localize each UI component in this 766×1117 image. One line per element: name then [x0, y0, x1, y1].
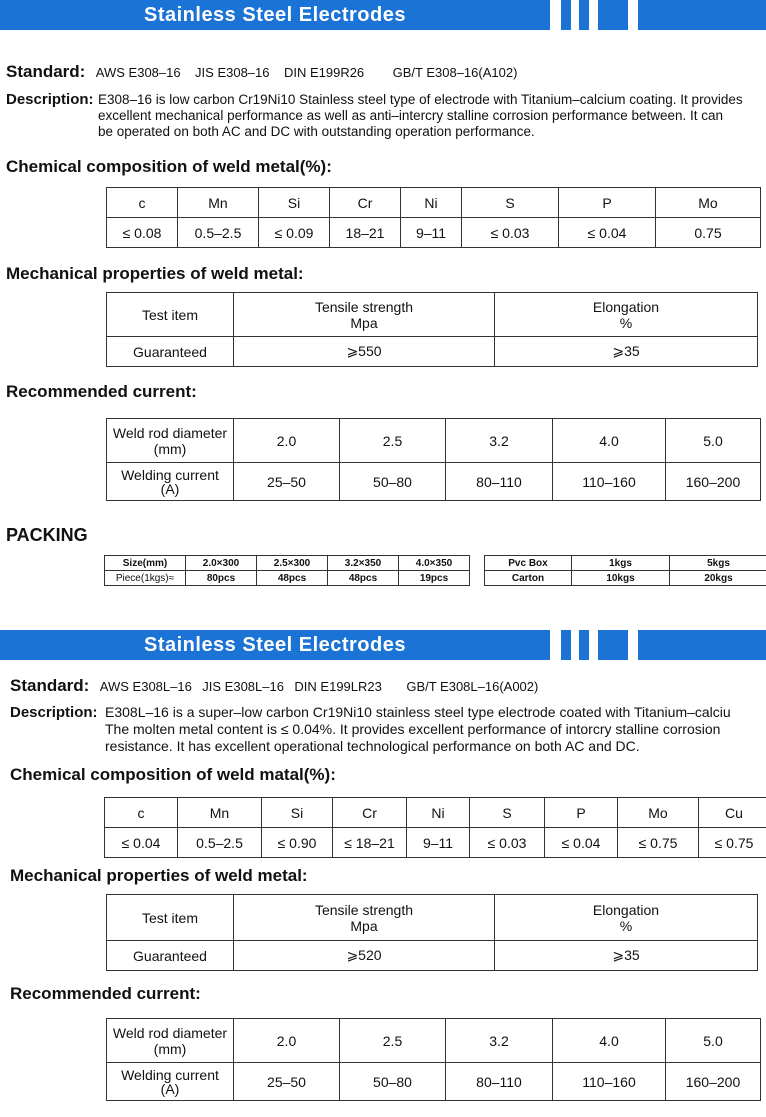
- table-cell: ⩾520: [234, 941, 495, 971]
- table-cell: 4.0×350: [399, 556, 470, 571]
- table-cell: 80pcs: [186, 571, 257, 586]
- current-table: [106, 418, 761, 501]
- table-cell: ≤ 0.75: [699, 828, 766, 858]
- table-cell: ≤ 0.04: [105, 828, 178, 858]
- table-row: [107, 1019, 761, 1063]
- table-cell: 20kgs: [670, 571, 766, 586]
- table-row: [107, 463, 761, 501]
- table-cell: 1kgs: [572, 556, 670, 571]
- chemical-heading: Chemical composition of weld matal(%):: [10, 765, 336, 784]
- table-cell: 2.0: [234, 419, 340, 463]
- table-cell: 4.0: [553, 1019, 666, 1063]
- diameter-unit: (mm): [153, 440, 187, 457]
- table-header: [107, 1063, 234, 1101]
- table-row: [485, 556, 766, 571]
- table-header: Mo: [618, 798, 699, 828]
- table-cell: 9–11: [407, 828, 470, 858]
- table-header: Cr: [333, 798, 407, 828]
- standard-label: Standard:: [10, 676, 90, 695]
- table-cell: Guaranteed: [107, 941, 234, 971]
- description-line: be operated on both AC and DC with outstanding operation performance.: [98, 124, 535, 139]
- standard-value: AWS E308–16: [95, 65, 181, 80]
- table-cell: 0.5–2.5: [178, 218, 259, 248]
- table-cell: ≤ 0.75: [618, 828, 699, 858]
- table-cell: 48pcs: [257, 571, 328, 586]
- table-header: [107, 419, 234, 463]
- table-cell: Piece(1kgs)≈: [105, 571, 186, 586]
- tensile-label: Tensile strength: [314, 298, 414, 315]
- table-header: [107, 463, 234, 501]
- tensile-label: Tensile strength: [314, 901, 414, 918]
- banner-stripe: [598, 630, 628, 660]
- chemical-table: [106, 187, 761, 248]
- table-cell: 2.5×300: [257, 556, 328, 571]
- table-cell: Guaranteed: [107, 337, 234, 367]
- chemical-table: [104, 797, 766, 858]
- table-cell: ⩾35: [495, 337, 758, 367]
- table-cell: 0.75: [656, 218, 761, 248]
- table-row: [105, 828, 766, 858]
- table-cell: ≤ 18–21: [333, 828, 407, 858]
- table-cell: 110–160: [553, 1063, 666, 1101]
- diameter-label: Weld rod diameter: [112, 1024, 228, 1041]
- table-header: c: [105, 798, 178, 828]
- current-heading: Recommended current:: [6, 382, 197, 401]
- banner-stripe: [579, 0, 589, 30]
- diameter-label: Weld rod diameter: [112, 424, 228, 441]
- mechanical-heading: Mechanical properties of weld metal:: [10, 866, 308, 885]
- elongation-label: Elongation: [592, 298, 660, 315]
- table-header: Cr: [330, 188, 401, 218]
- table-header: Cu: [699, 798, 766, 828]
- standard-value: GB/T E308L–16(A002): [406, 679, 539, 694]
- table-cell: ≤ 0.04: [559, 218, 656, 248]
- table-row: [105, 798, 766, 828]
- table-row: [107, 218, 761, 248]
- table-header: [495, 895, 758, 941]
- table-cell: 80–110: [446, 1063, 553, 1101]
- table-cell: ≤ 0.08: [107, 218, 178, 248]
- table-cell: 3.2×350: [328, 556, 399, 571]
- current-label: Welding current: [121, 1066, 219, 1083]
- table-header: Ni: [407, 798, 470, 828]
- standard-value: GB/T E308–16(A102): [392, 65, 518, 80]
- table-cell: 5.0: [666, 419, 761, 463]
- table-row: [107, 895, 758, 941]
- table-header: Ni: [401, 188, 462, 218]
- mechanical-table: [106, 894, 758, 971]
- table-cell: ≤ 0.04: [545, 828, 618, 858]
- table-cell: 9–11: [401, 218, 462, 248]
- tensile-unit: Mpa: [350, 917, 378, 934]
- banner-stripe: [598, 0, 628, 30]
- table-header: [234, 895, 495, 941]
- table-row: [107, 188, 761, 218]
- table-cell: 80–110: [446, 463, 553, 501]
- packing-size-table: [104, 555, 470, 586]
- banner-stripe: [638, 0, 766, 30]
- banner-stripe: [638, 630, 766, 660]
- description-line: The molten metal content is ≤ 0.04%. It provides excellent performance of intorcry stalline corrosion: [105, 721, 721, 737]
- tensile-unit: Mpa: [350, 314, 378, 331]
- table-header: Test item: [107, 293, 234, 337]
- table-cell: 50–80: [340, 463, 446, 501]
- table-header: Mo: [656, 188, 761, 218]
- table-cell: ≤ 0.90: [262, 828, 333, 858]
- current-table: [106, 1018, 761, 1101]
- standard-value: AWS E308L–16: [99, 679, 192, 694]
- table-header: [107, 1019, 234, 1063]
- table-header: c: [107, 188, 178, 218]
- table-row: [105, 556, 470, 571]
- table-cell: 2.5: [340, 1019, 446, 1063]
- table-header: P: [545, 798, 618, 828]
- elongation-label: Elongation: [592, 901, 660, 918]
- table-cell: ≤ 0.09: [259, 218, 330, 248]
- packing-heading: PACKING: [6, 525, 88, 545]
- elongation-unit: %: [619, 314, 633, 331]
- table-header: Mn: [178, 798, 262, 828]
- current-heading: Recommended current:: [10, 984, 201, 1003]
- current-unit: (A): [160, 1080, 180, 1097]
- standard-value: DIN E199LR23: [294, 679, 382, 694]
- table-row: [107, 419, 761, 463]
- table-cell: 5kgs: [670, 556, 766, 571]
- table-cell: 0.5–2.5: [178, 828, 262, 858]
- table-cell: ⩾550: [234, 337, 495, 367]
- table-cell: 2.0×300: [186, 556, 257, 571]
- table-cell: 10kgs: [572, 571, 670, 586]
- description-label: Description:: [6, 91, 94, 108]
- title-banner-1: [0, 0, 766, 30]
- table-cell: 48pcs: [328, 571, 399, 586]
- mechanical-table: [106, 292, 758, 367]
- description-line: resistance. It has excellent operational technological performance on both AC and DC.: [105, 738, 640, 754]
- table-cell: ≤ 0.03: [462, 218, 559, 248]
- title-banner-2: [0, 630, 766, 660]
- table-cell: 50–80: [340, 1063, 446, 1101]
- section-title: Stainless Steel Electrodes: [143, 4, 406, 26]
- table-row: [107, 337, 758, 367]
- packing-box-table: [484, 555, 766, 586]
- standard-value: JIS E308–16: [195, 65, 270, 80]
- section-title: Stainless Steel Electrodes: [143, 634, 406, 656]
- table-cell: 25–50: [234, 1063, 340, 1101]
- banner-stripe: [579, 630, 589, 660]
- banner-stripe: [561, 0, 571, 30]
- table-row: [107, 1063, 761, 1101]
- table-cell: 110–160: [553, 463, 666, 501]
- table-header: P: [559, 188, 656, 218]
- standard-line: [6, 62, 517, 82]
- table-cell: 25–50: [234, 463, 340, 501]
- standard-label: Standard:: [6, 62, 86, 81]
- standard-line: [10, 676, 538, 696]
- current-unit: (A): [160, 480, 180, 497]
- table-header: Si: [259, 188, 330, 218]
- table-header: [495, 293, 758, 337]
- description-line: E308–16 is low carbon Cr19Ni10 Stainless steel type of electrode with Titanium–calcium coating. It provides: [98, 92, 743, 107]
- description-label: Description:: [10, 704, 98, 721]
- table-row: [107, 941, 758, 971]
- table-row: [485, 571, 766, 586]
- chemical-heading: Chemical composition of weld metal(%):: [6, 157, 332, 176]
- description-line: excellent mechanical performance as well as anti–intercry stalline corrosion performance between. It can: [98, 108, 724, 123]
- table-header: S: [462, 188, 559, 218]
- table-cell: 160–200: [666, 1063, 761, 1101]
- standard-value: DIN E199R26: [283, 65, 365, 80]
- description-line: E308L–16 is a super–low carbon Cr19Ni10 stainless steel type electrode coated with Titanium–calciu: [105, 704, 731, 720]
- table-cell: 2.0: [234, 1019, 340, 1063]
- table-cell: ≤ 0.03: [470, 828, 545, 858]
- table-header: Si: [262, 798, 333, 828]
- table-header: S: [470, 798, 545, 828]
- table-cell: Carton: [485, 571, 572, 586]
- table-row: [107, 293, 758, 337]
- table-row: [105, 571, 470, 586]
- table-cell: 5.0: [666, 1019, 761, 1063]
- table-cell: 18–21: [330, 218, 401, 248]
- table-cell: 3.2: [446, 419, 553, 463]
- table-header: [234, 293, 495, 337]
- table-cell: Size(mm): [105, 556, 186, 571]
- table-header: Test item: [107, 895, 234, 941]
- table-cell: Pvc Box: [485, 556, 572, 571]
- table-cell: ⩾35: [495, 941, 758, 971]
- current-label: Welding current: [121, 466, 219, 483]
- banner-stripe: [561, 630, 571, 660]
- diameter-unit: (mm): [153, 1040, 187, 1057]
- elongation-unit: %: [619, 917, 633, 934]
- mechanical-heading: Mechanical properties of weld metal:: [6, 264, 304, 283]
- standard-value: JIS E308L–16: [202, 679, 284, 694]
- table-cell: 4.0: [553, 419, 666, 463]
- table-cell: 2.5: [340, 419, 446, 463]
- table-cell: 160–200: [666, 463, 761, 501]
- table-header: Mn: [178, 188, 259, 218]
- table-cell: 19pcs: [399, 571, 470, 586]
- table-cell: 3.2: [446, 1019, 553, 1063]
